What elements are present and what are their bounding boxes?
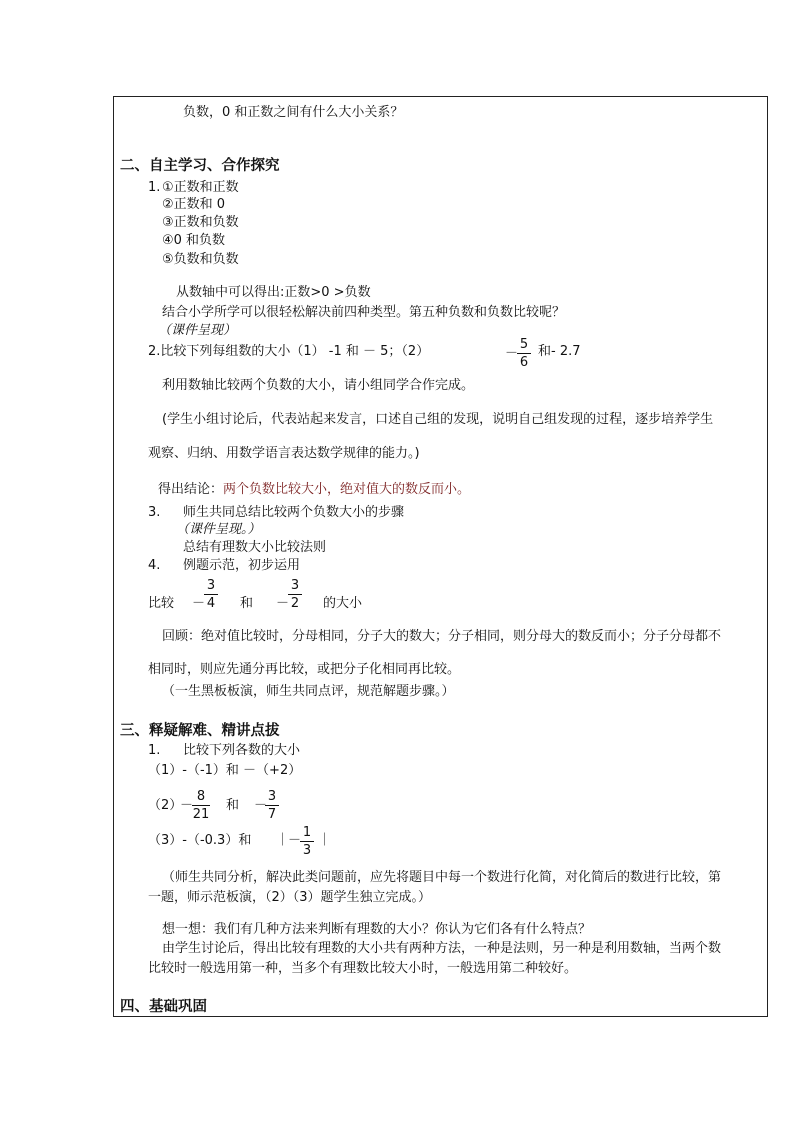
- and-word: 和: [240, 596, 254, 611]
- item1-number: 1.: [148, 180, 161, 195]
- fraction-denominator: 7: [267, 807, 277, 822]
- fraction-8-21: [192, 789, 210, 822]
- item3-summary: 总结有理数大小比较法则: [183, 540, 327, 555]
- discussion-line-2: 观察、归纳、用数学语言表达数学规律的能力。): [148, 446, 420, 461]
- fraction-3-2: [288, 578, 302, 611]
- think-question: 想一想：我们有几种方法来判断有理数的大小？你认为它们各有什么特点？: [162, 922, 592, 937]
- intro-question: 负数，0 和正数之间有什么大小关系？: [183, 105, 404, 120]
- q3-abs-left: ｜: [276, 833, 290, 848]
- analysis-line-1: （师生共同分析，解决此类问题前，应先将题目中每一个数进行化简，对化简后的数进行比较，第: [162, 870, 722, 885]
- item4-number: 4.: [148, 558, 161, 573]
- section2-heading: 二、自主学习、合作探究: [120, 158, 280, 174]
- fraction-numerator: 8: [196, 789, 206, 804]
- fraction-denominator: 6: [519, 355, 529, 370]
- question-3-label: （3）-（-0.3）和: [148, 833, 252, 848]
- item4-text: 例题示范，初步运用: [183, 558, 301, 573]
- case-4: ④0 和负数: [162, 233, 226, 248]
- q3-sign: －: [288, 833, 302, 848]
- item2-number-line-task: 利用数轴比较两个负数的大小，请小组同学合作完成。: [162, 378, 475, 393]
- fraction-3-7: [265, 789, 279, 822]
- case-5: ⑤负数和负数: [162, 252, 239, 267]
- review-line-2: 相同时，则应先通分再比较，或把分子化相同再比较。: [148, 662, 461, 677]
- conclusion: [158, 482, 470, 498]
- fraction-numerator: 3: [290, 578, 300, 593]
- item3-courseware: （课件呈现。）: [176, 522, 261, 537]
- fraction-numerator: 5: [519, 337, 529, 352]
- section3-heading: 三、释疑解难、精讲点拔: [120, 723, 280, 739]
- fraction-numerator: 3: [267, 789, 277, 804]
- q3-abs-right: ｜: [318, 833, 332, 848]
- case-2: ②正数和 0: [162, 197, 226, 212]
- compare-suffix: 的大小: [323, 596, 363, 611]
- review-line-1: 回顾：绝对值比较时，分母相同，分子大的数大；分子相同，则分母大的数反而小；分子分母都不: [162, 629, 722, 644]
- fraction-3-4: [204, 578, 218, 611]
- fraction-numerator: 1: [302, 825, 312, 840]
- fraction-5-6: [517, 337, 531, 370]
- combine-text: 结合小学所学可以很轻松解决前四种类型。第五种负数和负数比较呢？: [162, 305, 566, 320]
- board-note: （一生黑板板演，师生共同点评，规范解题步骤。）: [162, 684, 455, 699]
- q2-and: 和: [226, 798, 240, 813]
- item2-tail: 和- 2.7: [538, 344, 581, 359]
- methods-line-1: 由学生讨论后，得出比较有理数的大小共有两种方法，一种是法则，另一种是利用数轴，当两个数: [162, 941, 722, 956]
- number-line-result: 从数轴中可以得出:正数>0 >负数: [176, 285, 371, 300]
- fraction-denominator: 21: [192, 807, 210, 822]
- fraction-b-sign: －: [276, 596, 290, 611]
- fraction-denominator: 2: [290, 596, 300, 611]
- fraction-denominator: 3: [302, 843, 312, 858]
- fraction-numerator: 3: [206, 578, 216, 593]
- fraction-a-sign: －: [192, 596, 206, 611]
- fraction-1-3: [300, 825, 314, 858]
- question-2-label: （2）: [148, 798, 183, 813]
- section4-heading: 四、基础巩固: [120, 999, 207, 1015]
- s3-item1-number: 1.: [148, 743, 161, 758]
- case-1: ①正数和正数: [162, 180, 239, 195]
- q2-a-sign: －: [180, 798, 194, 813]
- methods-line-2: 比较时一般选用第一种，当多个有理数比较大小时，一般选用第二种较好。: [148, 961, 578, 976]
- compare-label: 比较: [148, 596, 175, 611]
- q2-b-sign: －: [254, 798, 268, 813]
- case-3: ③正数和负数: [162, 215, 239, 230]
- item2-text: 2.比较下列每组数的大小（1） -1 和 － 5；（2）: [148, 344, 430, 359]
- s3-item1-text: 比较下列各数的大小: [183, 743, 301, 758]
- discussion-line-1: (学生小组讨论后，代表站起来发言，口述自己组的发现，说明自己组发现的过程，逐步培养学生: [162, 412, 714, 427]
- question-1: （1）-（-1）和 －（+2）: [148, 763, 302, 778]
- analysis-line-2: 一题，师示范板演，（2）（3）题学生独立完成。）: [148, 890, 432, 905]
- courseware-note: （课件呈现）: [158, 323, 237, 338]
- conclusion-rule: 两个负数比较大小，绝对值大的数反而小。: [223, 482, 471, 497]
- item3-number: 3.: [148, 505, 161, 520]
- item3-text: 师生共同总结比较两个负数大小的步骤: [183, 505, 405, 520]
- conclusion-prefix: 得出结论：: [158, 482, 224, 497]
- item2-frac-sign: －: [505, 346, 519, 361]
- fraction-denominator: 4: [206, 596, 216, 611]
